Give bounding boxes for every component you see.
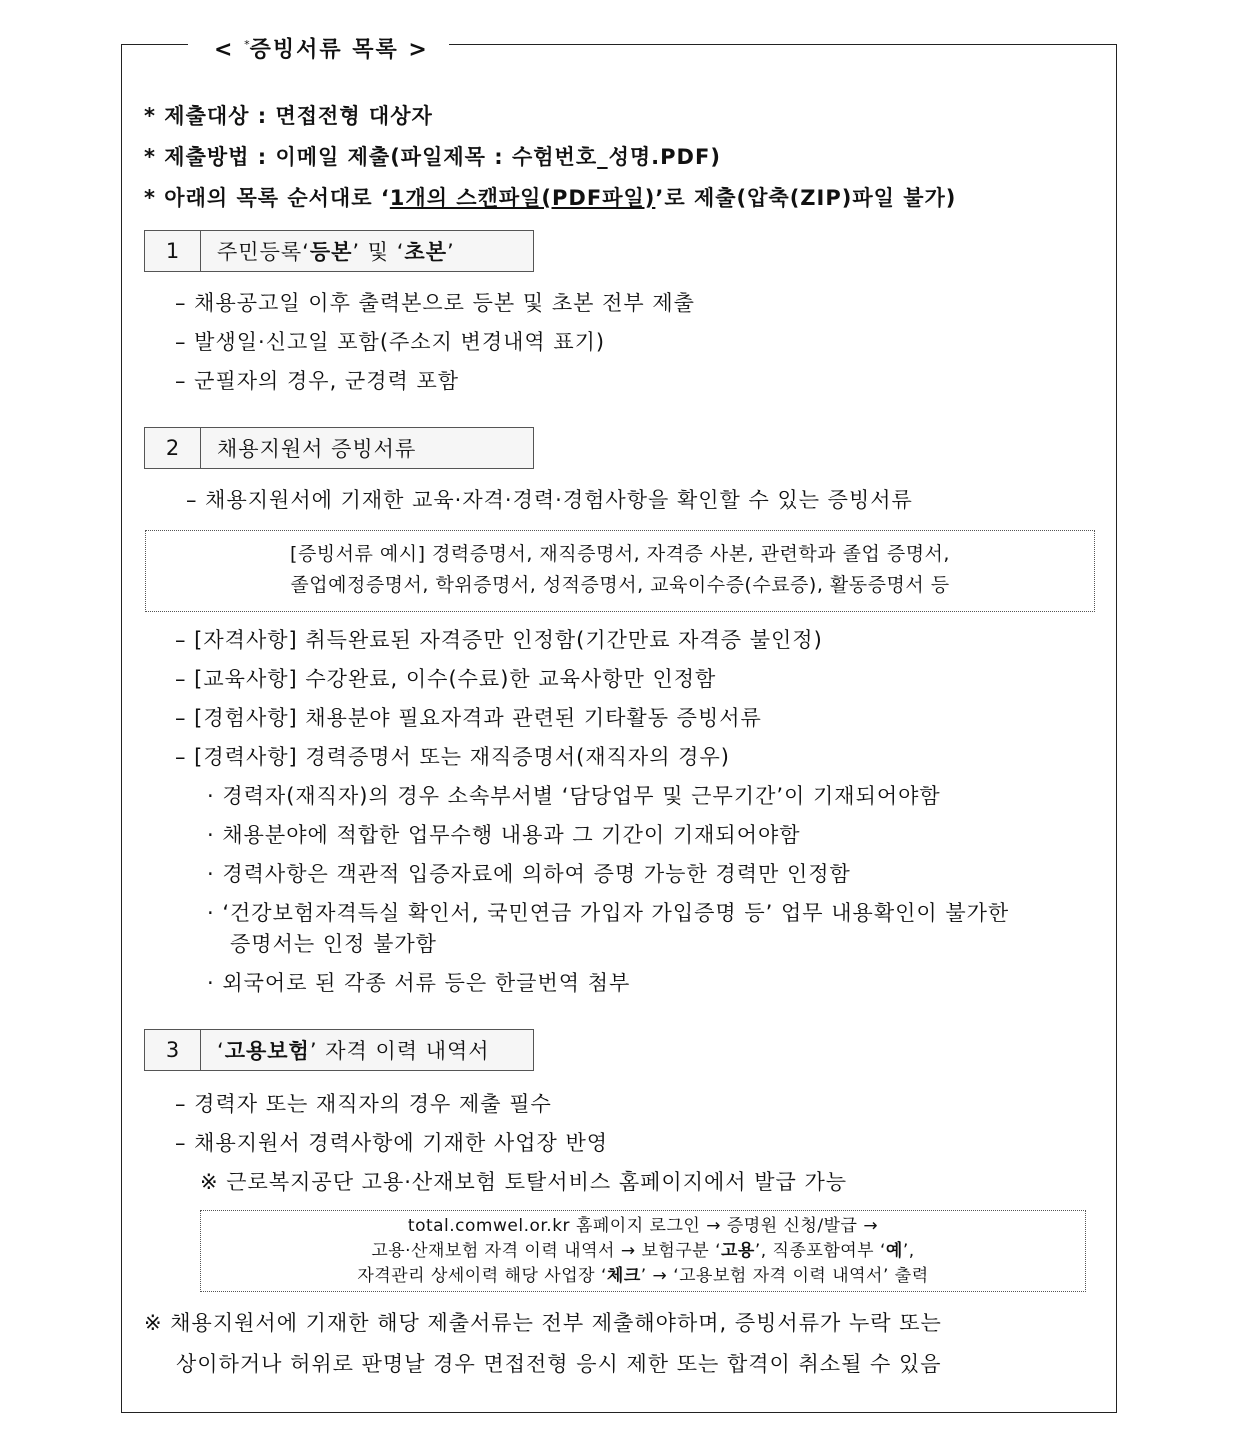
- section-3-header: [144, 1029, 534, 1071]
- list-item: – [경험사항] 채용분야 필요자격과 관련된 기타활동 증빙서류: [175, 706, 762, 730]
- section-lead: – 채용지원서에 기재한 교육·자격·경력·경험사항을 확인할 수 있는 증빙서류: [186, 488, 913, 512]
- list-item: – [자격사항] 취득완료된 자격증만 인정함(기간만료 자격증 불인정): [175, 628, 823, 652]
- list-item: – [교육사항] 수강완료, 이수(수료)한 교육사항만 인정함: [175, 667, 717, 691]
- submission-order: * 아래의 목록 순서대로 ‘1개의 스캔파일(PDF파일)’로 제출(압축(ZIP)파일 불가): [144, 186, 957, 210]
- section-title: ‘고용보험’ 자격 이력 내역서: [217, 1039, 490, 1063]
- underlined-file-note: 1개의 스캔파일(PDF파일): [389, 186, 656, 210]
- list-item: – 발생일·신고일 포함(주소지 변경내역 표기): [175, 330, 606, 354]
- bullet-item: · 외국어로 된 각종 서류 등은 한글번역 첨부: [207, 971, 631, 995]
- asterisk-mark: *: [244, 38, 250, 51]
- bullet-continuation: 증명서는 인정 불가함: [230, 932, 437, 956]
- step-line: 자격관리 상세이력 해당 사업장 ‘체크’ → ‘고용보험 자격 이력 내역서’ 출력: [357, 1266, 929, 1286]
- section-title: 주민등록‘등본’ 및 ‘초본’: [217, 240, 455, 264]
- section-number: 3: [145, 1030, 201, 1070]
- section-number: 1: [145, 231, 201, 271]
- page-title: < *증빙서류 목록 >: [188, 30, 449, 65]
- section-title: 채용지원서 증빙서류: [217, 437, 417, 461]
- issuance-steps-box: [200, 1210, 1086, 1292]
- example-line: 졸업예정증명서, 학위증명서, 성적증명서, 교육이수증(수료증), 활동증명서 등: [290, 574, 950, 596]
- bullet-item: · ‘건강보험자격득실 확인서, 국민연금 가입자 가입증명 등’ 업무 내용확인이 불가한: [207, 901, 1010, 925]
- issuance-note: ※ 근로복지공단 고용·산재보험 토탈서비스 홈페이지에서 발급 가능: [200, 1170, 848, 1194]
- bullet-item: · 경력사항은 객관적 입증자료에 의하여 증명 가능한 경력만 인정함: [207, 862, 851, 886]
- list-item: – 경력자 또는 재직자의 경우 제출 필수: [175, 1092, 552, 1116]
- submission-method: * 제출방법 : 이메일 제출(파일제목 : 수험번호_성명.PDF): [144, 145, 721, 169]
- bullet-item: · 경력자(재직자)의 경우 소속부서별 ‘담당업무 및 근무기간’이 기재되어야함: [207, 784, 941, 808]
- example-box: [145, 530, 1095, 612]
- list-item: – 군필자의 경우, 군경력 포함: [175, 369, 460, 393]
- bullet-item: · 채용분야에 적합한 업무수행 내용과 그 기간이 기재되어야함: [207, 823, 801, 847]
- list-item: – [경력사항] 경력증명서 또는 재직증명서(재직자의 경우): [175, 745, 730, 769]
- section-2-header: [144, 427, 534, 469]
- list-item: – 채용공고일 이후 출력본으로 등본 및 초본 전부 제출: [175, 291, 695, 315]
- list-item: – 채용지원서 경력사항에 기재한 사업장 반영: [175, 1131, 609, 1155]
- footer-note-continuation: 상이하거나 허위로 판명날 경우 면접전형 응시 제한 또는 합격이 취소될 수 있음: [176, 1352, 942, 1376]
- submission-target: * 제출대상 : 면접전형 대상자: [144, 104, 433, 128]
- example-line: [증빙서류 예시] 경력증명서, 재직증명서, 자격증 사본, 관련학과 졸업 증명서,: [290, 543, 950, 565]
- section-number: 2: [145, 428, 201, 468]
- step-line: total.comwel.or.kr 홈페이지 로그인 → 증명원 신청/발급 →: [407, 1216, 879, 1236]
- step-line: 고용·산재보험 자격 이력 내역서 → 보험구분 ‘고용’, 직종포함여부 ‘예’,: [371, 1241, 915, 1261]
- section-1-header: [144, 230, 534, 272]
- footer-note: ※ 채용지원서에 기재한 해당 제출서류는 전부 제출해야하며, 증빙서류가 누락 또는: [144, 1311, 942, 1335]
